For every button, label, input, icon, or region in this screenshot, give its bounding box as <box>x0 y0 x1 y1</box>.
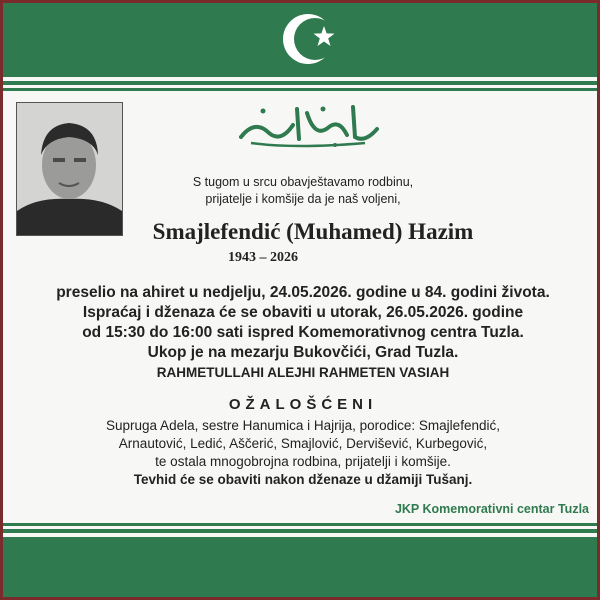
arabic-calligraphy <box>235 99 385 151</box>
announcement-line: Ukop je na mezarju Bukovčići, Grad Tuzla. <box>147 344 459 361</box>
prayer-line: RAHMETULLAHI ALEJHI RAHMETEN VASIAH <box>156 365 450 380</box>
announcement-line: preselio na ahiret u nedjelju, 24.05.2026. godine u 84. godini života. <box>56 284 550 301</box>
bottom-divider-thick <box>3 529 597 533</box>
portrait-photo <box>16 102 123 236</box>
announcement-line: od 15:30 do 16:00 sati ispred Komemorativnog centra Tuzla. <box>82 324 524 341</box>
tevhid-line: Tevhid će se obaviti nakon dženaze u džamiji Tušanj. <box>133 472 473 487</box>
deceased-name: Smajlefendić (Muhamed) Hazim <box>152 219 474 244</box>
announcement-line: Ispraćaj i dženaza će se obaviti u utorak, 26.05.2026. godine <box>82 304 524 321</box>
top-divider-thin <box>3 88 597 91</box>
mourners-title: OŽALOŠĆENI <box>228 396 378 413</box>
bottom-green-band <box>3 537 597 597</box>
bottom-divider-thin <box>3 523 597 526</box>
intro-text <box>143 174 463 208</box>
mourners-line: Arnautović, Ledić, Aščerić, Smajlović, Dervišević, Kurbegović, <box>118 436 488 451</box>
deceased-years: 1943 – 2026 <box>228 250 298 265</box>
mourners-list <box>13 417 593 489</box>
announcement-block <box>13 283 593 383</box>
top-divider-thick <box>3 81 597 85</box>
mourners-line: Supruga Adela, sestre Hanumica i Hajrija, porodice: Smajlefendić, <box>106 418 500 433</box>
mourners-line: te ostala mnogobrojna rodbina, prijatelji i komšije. <box>155 454 451 469</box>
intro-line: S tugom u srcu obavještavamo rodbinu, <box>192 175 414 189</box>
intro-line: prijatelje i komšije da je naš voljeni, <box>205 192 401 206</box>
crescent-and-star-icon <box>280 9 340 69</box>
signature: JKP Komemorativni centar Tuzla <box>394 502 589 516</box>
